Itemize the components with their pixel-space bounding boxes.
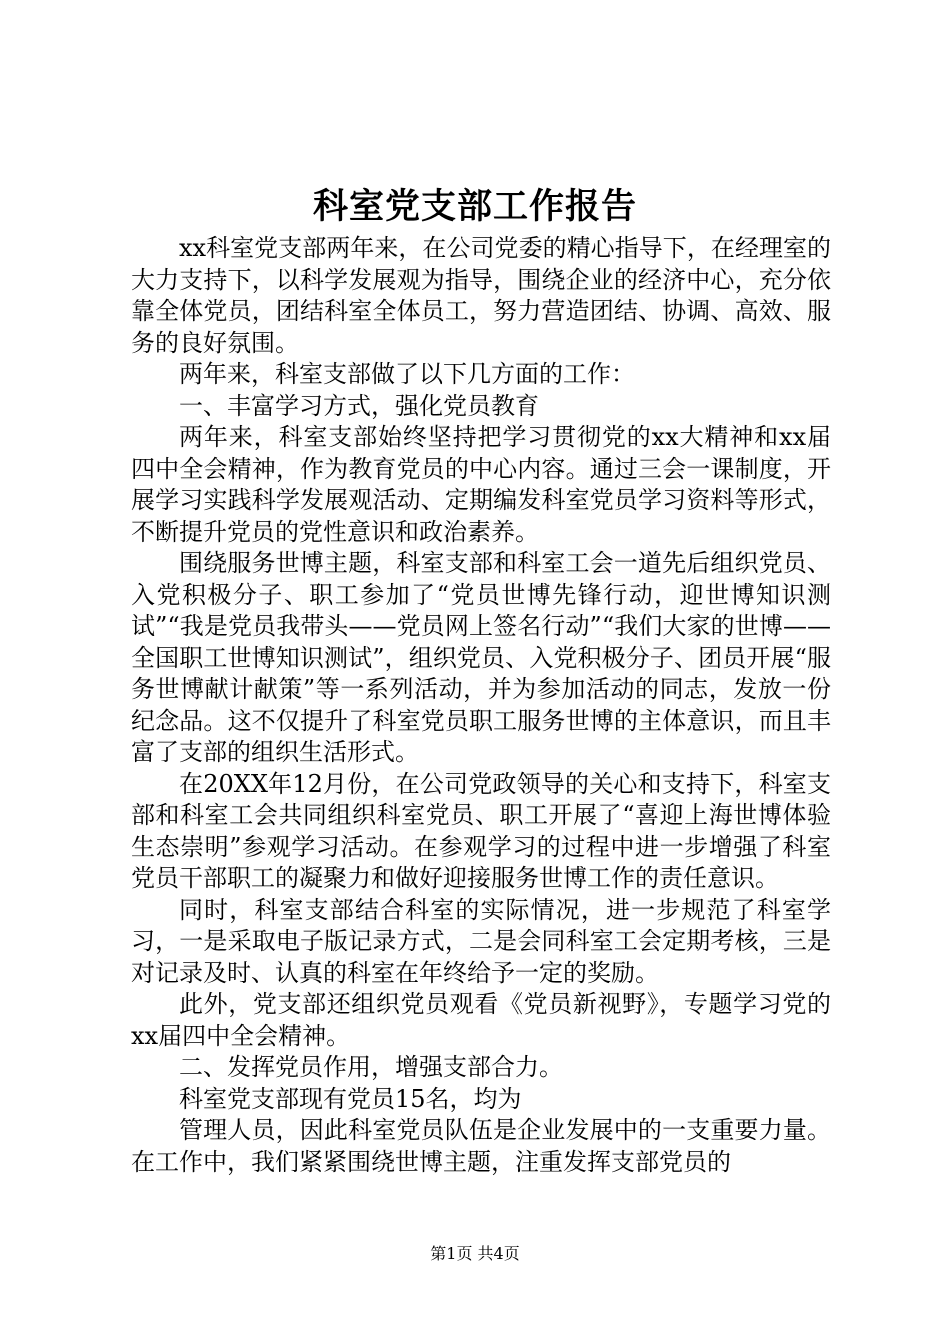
- paragraph: 两年来，科室支部做了以下几方面的工作：: [179, 360, 635, 388]
- page-footer: 第1页 共4页: [430, 1244, 520, 1263]
- document-body: [131, 233, 831, 1178]
- paragraph: 同时，科室支部结合科室的实际情况，进一步规范了科室学习，一是采取电子版记录方式，二是会同科室工会定期考核，三是对记录及时、认真的科室在年终给予一定的奖励。: [131, 895, 831, 987]
- document-title: 科室党支部工作报告: [312, 186, 637, 227]
- paragraph: 两年来，科室支部始终坚持把学习贯彻党的xx大精神和xx届四中全会精神，作为教育党员的中心内容。通过三会一课制度，开展学习实践科学发展观活动、定期编发科室党员学习资料等形式，不断提升党员的党性意识和政治素养。: [131, 423, 831, 546]
- paragraph: 管理人员，因此科室党员队伍是企业发展中的一支重要力量。在工作中，我们紧紧围绕世博主题，注重发挥支部党员的: [131, 1116, 831, 1176]
- paragraph: 科室党支部现有党员15名，均为: [179, 1084, 522, 1113]
- paragraph: 围绕服务世博主题，科室支部和科室工会一道先后组织党员、入党积极分子、职工参加了“党员世博先锋行动，迎世博知识测试”“我是党员我带头——党员网上签名行动”“我们大家的世博——全国职工世博知识测试”，组织党员、入党积极分子、团员开展“服务世博献计献策”等一系列活动，并为参加活动的同志，发放一份纪念品。这不仅提升了科室党员职工服务世博的主体意识，而且丰富了支部的组织生活形式。: [131, 549, 831, 766]
- section-heading: 一、丰富学习方式，强化党员教育: [179, 391, 539, 420]
- paragraph: xx科室党支部两年来，在公司党委的精心指导下，在经理室的大力支持下，以科学发展观为指导，围绕企业的经济中心，充分依靠全体党员，团结科室全体员工，努力营造团结、协调、高效、服务的良好氛围。: [131, 234, 831, 357]
- section-heading: 二、发挥党员作用，增强支部合力。: [179, 1053, 563, 1081]
- paragraph: 此外，党支部还组织党员观看《党员新视野》，专题学习党的xx届四中全会精神。: [131, 990, 831, 1050]
- paragraph: 在20XX年12月份，在公司党政领导的关心和支持下，科室支部和科室工会共同组织科室党员、职工开展了“喜迎上海世博体验生态崇明”参观学习活动。在参观学习的过程中进一步增强了科室党员干部职工的凝聚力和做好迎接服务世博工作的责任意识。: [131, 769, 831, 892]
